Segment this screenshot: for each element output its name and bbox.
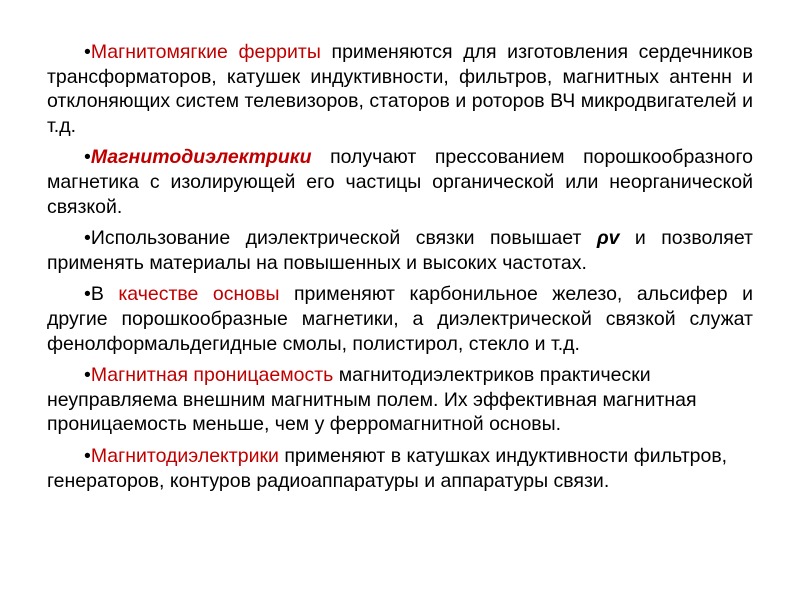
bullet: • xyxy=(84,364,91,387)
symbol-rho-v: ρv xyxy=(596,227,620,250)
term-permeability: Магнитная проницаемость xyxy=(90,364,334,387)
paragraph-text: В xyxy=(90,283,119,306)
paragraph-dielectric-binder xyxy=(47,226,753,275)
bullet: • xyxy=(84,146,91,169)
paragraph-text: применяются для изготовления сердечников трансформаторов, катушек индуктивности, фильтров, магнитных антенн и отклоняющих систем телевизоров, статоров и роторов ВЧ микродвигателей и т.д. xyxy=(47,41,753,137)
term-base: качестве основы xyxy=(118,283,280,306)
paragraph-permeability xyxy=(47,363,753,437)
paragraph-magnetodielectrics xyxy=(47,145,753,219)
slide-content xyxy=(47,40,753,500)
paragraph-base-materials xyxy=(47,282,753,356)
term-soft-ferrites: Магнитомягкие ферриты xyxy=(90,41,321,63)
bullet: • xyxy=(84,227,91,250)
paragraph-applications xyxy=(47,444,753,493)
bullet: • xyxy=(84,283,91,306)
bullet: • xyxy=(84,444,91,467)
paragraph-text: применяют карбонильное железо, альсифер и другие порошкообразные магнетики, а диэлектрической связкой служат фенолформальдегидные смолы, полистирол, стекло и т.д. xyxy=(47,283,753,355)
paragraph-soft-ferrites xyxy=(47,40,753,138)
paragraph-text: Использование диэлектрической связки повышает xyxy=(90,227,597,250)
term-magnetodielectrics: Магнитодиэлектрики xyxy=(90,146,312,169)
paragraph-text: и позволяет применять материалы на повышенных и высоких частотах. xyxy=(47,227,753,274)
paragraph-text: магнитодиэлектриков практически неуправляема внешним магнитным полем. Их эффективная магнитная проницаемость меньше, чем у ферромагнитной основы. xyxy=(47,364,697,436)
term-magnetodielectrics-applications: Магнитодиэлектрики xyxy=(90,444,279,467)
bullet: • xyxy=(84,41,91,63)
paragraph-text: получают прессованием порошкообразного магнетика с изолирующей его частицы органической или неорганической связкой. xyxy=(47,146,753,218)
paragraph-text: применяют в катушках индуктивности фильтров, генераторов, контуров радиоаппаратуры и аппаратуры связи. xyxy=(47,444,728,492)
